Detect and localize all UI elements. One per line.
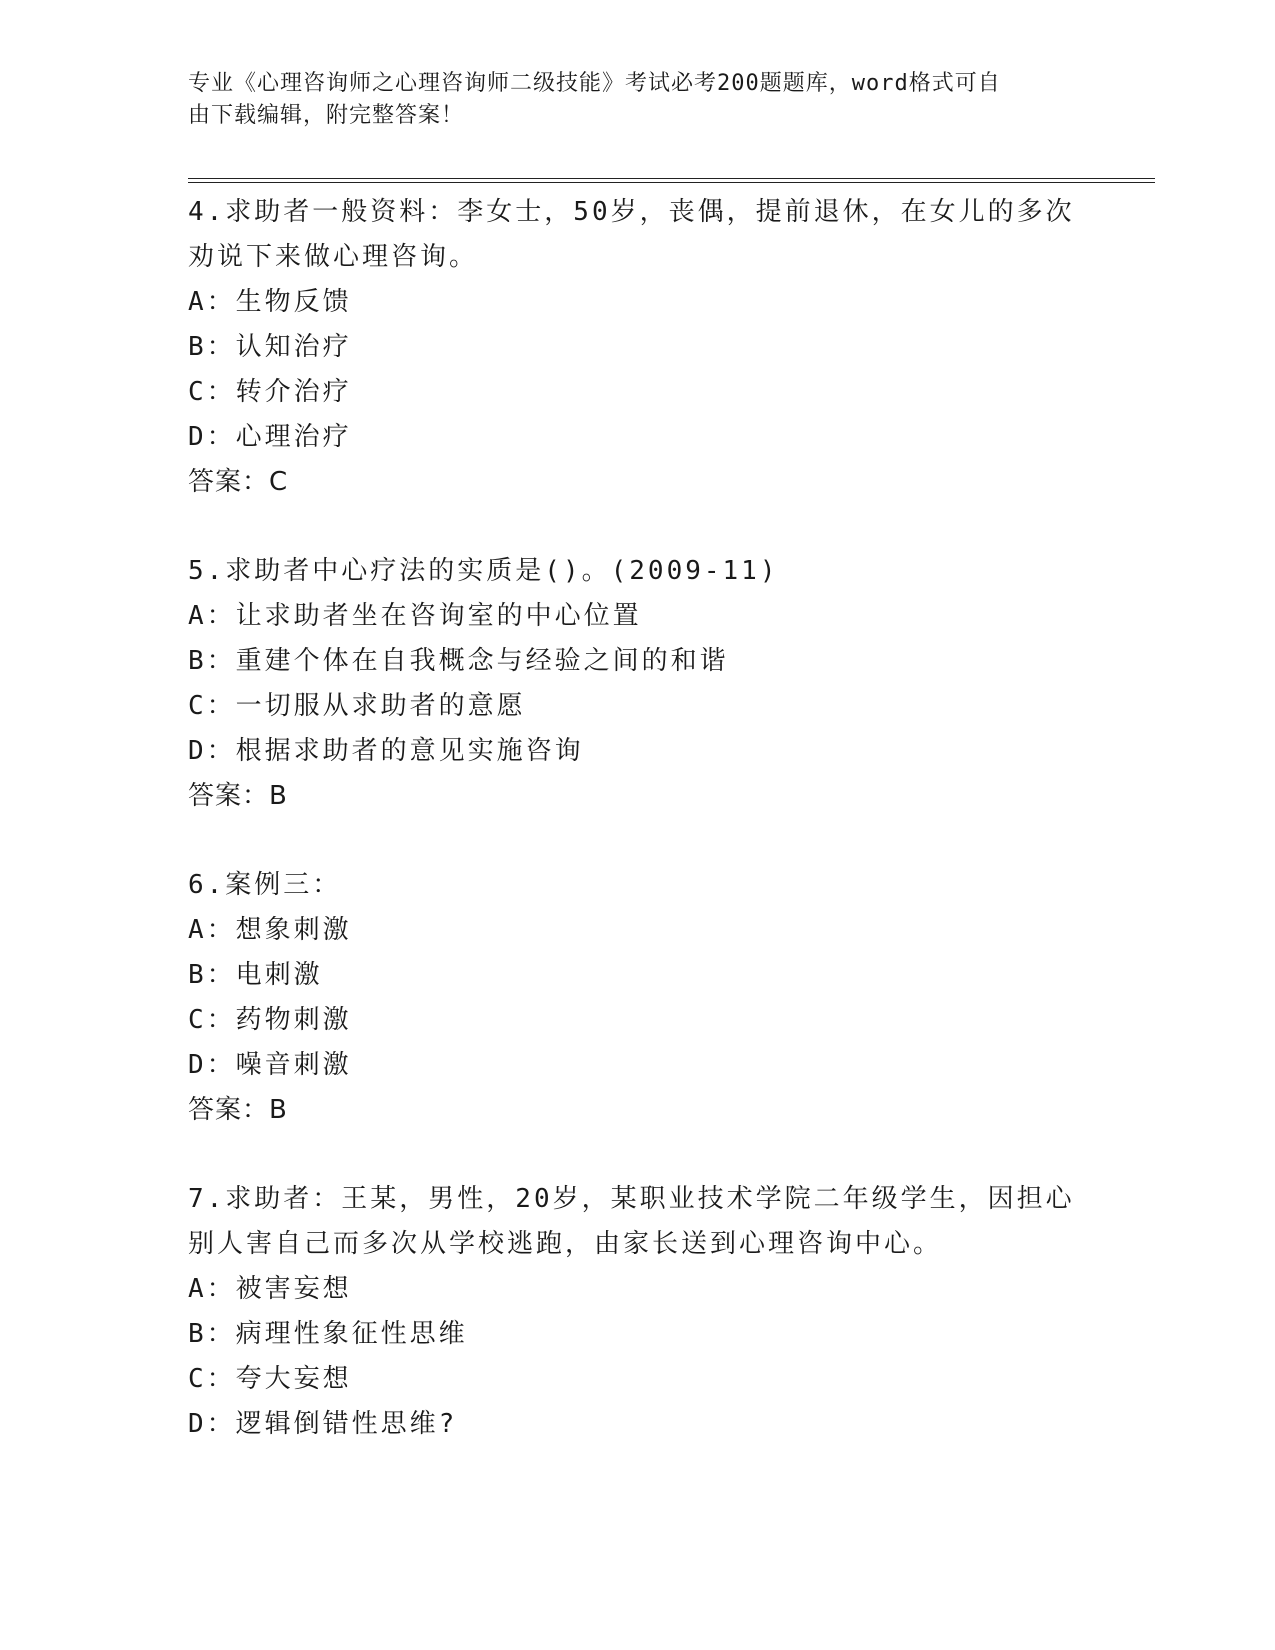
- question-text-line-1: 5.求助者中心疗法的实质是()。(2009-11): [188, 556, 779, 586]
- option-d: D：逻辑倒错性思维?: [188, 1409, 458, 1439]
- option-b: B：病理性象征性思维: [188, 1319, 468, 1349]
- question-5: [188, 549, 1088, 819]
- header-double-rule: [188, 178, 1155, 179]
- answer-line: 答案：B: [188, 1095, 288, 1125]
- question-text-line-1: 4.求助者一般资料：李女士，50岁，丧偶，提前退休，在女儿的多次: [188, 197, 1075, 227]
- question-text-line-2: 别人害自己而多次从学校逃跑，由家长送到心理咨询中心。: [188, 1229, 943, 1259]
- question-text-line-1: 7.求助者：王某，男性，20岁，某职业技术学院二年级学生，因担心: [188, 1184, 1075, 1214]
- option-d: D：心理治疗: [188, 422, 352, 452]
- option-c: C：夸大妄想: [188, 1364, 352, 1394]
- option-a: A：想象刺激: [188, 915, 352, 945]
- question-list: [188, 190, 1088, 1491]
- document-header: [188, 68, 1068, 132]
- option-a: A：生物反馈: [188, 287, 352, 317]
- option-a: A：被害妄想: [188, 1274, 352, 1304]
- question-text-line-1: 6.案例三：: [188, 870, 342, 900]
- answer-line: 答案：C: [188, 467, 289, 497]
- option-list: [188, 1267, 1088, 1447]
- option-c: C：一切服从求助者的意愿: [188, 691, 526, 721]
- option-list: [188, 594, 1088, 774]
- option-list: [188, 280, 1088, 460]
- question-text-line-2: 劝说下来做心理咨询。: [188, 242, 479, 272]
- option-d: D：噪音刺激: [188, 1050, 352, 1080]
- question-7: [188, 1177, 1088, 1447]
- option-b: B：电刺激: [188, 960, 323, 990]
- option-a: A：让求助者坐在咨询室的中心位置: [188, 601, 642, 631]
- option-list: [188, 908, 1088, 1088]
- option-d: D：根据求助者的意见实施咨询: [188, 736, 584, 766]
- option-c: C：药物刺激: [188, 1005, 352, 1035]
- header-line-1: 专业《心理咨询师之心理咨询师二级技能》考试必考200题题库，word格式可自: [188, 71, 1001, 96]
- option-b: B：重建个体在自我概念与经验之间的和谐: [188, 646, 729, 676]
- option-c: C：转介治疗: [188, 377, 352, 407]
- question-6: [188, 863, 1088, 1133]
- option-b: B：认知治疗: [188, 332, 352, 362]
- answer-line: 答案：B: [188, 781, 288, 811]
- question-4: [188, 190, 1088, 505]
- header-line-2: 由下载编辑，附完整答案！: [188, 103, 465, 128]
